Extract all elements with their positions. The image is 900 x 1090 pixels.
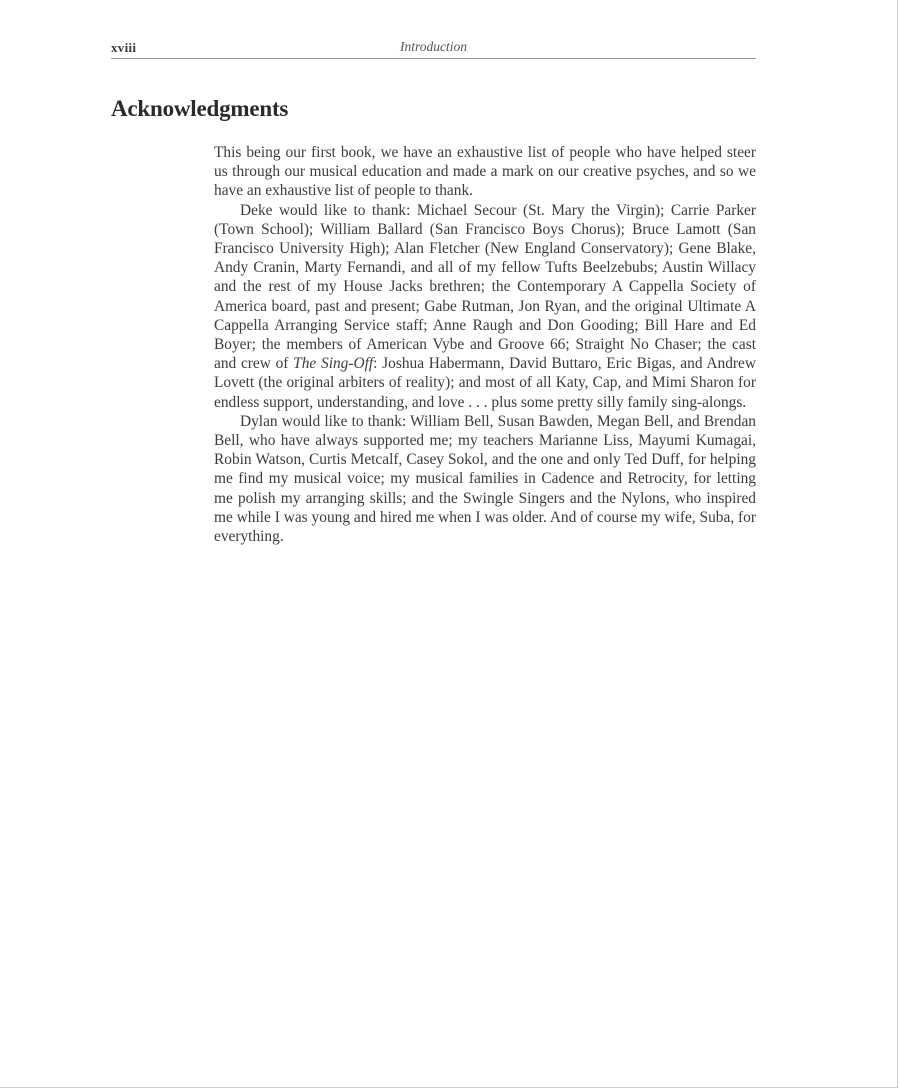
paragraph-dylan: Dylan would like to thank: William Bell, Susan Bawden, Megan Bell, and Brendan Bell, who have always supported me; my teachers Marianne Liss, Mayumi Kumagai, Robin Watson, Curtis Metcalf, Casey Sokol, and the one and only Ted Duff, for helping me find my musical voice; my musical families in Cadence and Retrocity, for letting me polish my arranging skills; and the Swingle Singers and the Nylons, who inspired me while I was young and hired me when I was older. And of course my wife, Suba, for everything.: [214, 412, 756, 546]
paragraph-deke-text-continued: : Joshua Habermann, David Buttaro, Eric Bigas, and Andrew Lovett (the original arbiters of reality); and most of all Katy, Cap, and Mimi Sharon for endless support, understanding, and love . . . plus some pretty silly family sing-alongs.: [214, 355, 756, 411]
paragraph-intro: This being our first book, we have an exhaustive list of people who have helped steer us through our musical education and made a mark on our creative psyches, and so we have an exhaustive list of people to thank.: [214, 144, 756, 200]
acknowledgments-body: [214, 143, 756, 546]
section-heading: Acknowledgments: [111, 96, 289, 121]
paragraph-deke: [214, 201, 756, 412]
running-head: [111, 38, 756, 59]
page-number: xviii: [111, 40, 137, 55]
running-title: Introduction: [400, 39, 467, 54]
show-title: The Sing-Off: [293, 355, 374, 373]
paragraph-deke-text: Deke would like to thank: Michael Secour (St. Mary the Virgin); Carrie Parker (Town School); William Ballard (San Francisco Boys Chorus); Bruce Lamott (San Francisco University High); Alan Fletcher (New England Conservatory); Gene Blake, Andy Cranin, Marty Fernandi, and all of my fellow Tufts Beelzebubs; Austin Willacy and the rest of my House Jacks brethren; the Contemporary A Cappella Society of America board, past and present; Gabe Rutman, Jon Ryan, and the original Ultimate A Cappella Arranging Service staff; Anne Raugh and Don Gooding; Bill Hare and Ed Boyer; the members of American Vybe and Groove 66; Straight No Chaser; the cast and crew of: [214, 201, 756, 373]
